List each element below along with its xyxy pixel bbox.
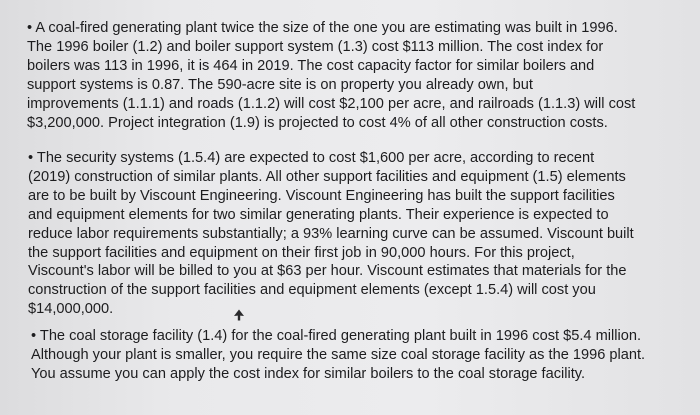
- text-line: construction of the support facilities and equipment elements (except 1.5.4) will cost you: [28, 282, 596, 299]
- text-line: • The security systems (1.5.4) are expected to cost $1,600 per acre, according to recent: [28, 150, 595, 166]
- mouse-pointer-icon: [233, 309, 245, 321]
- paragraph-security-systems: [28, 149, 634, 319]
- text-line: • The coal storage facility (1.4) for the coal-fired generating plant built in 1996 cost $5.4 million.: [31, 328, 642, 344]
- text-line: reduce labor requirements substantially; a 93% learning curve can be assumed. Viscount built: [28, 225, 634, 242]
- text-line: • A coal-fired generating plant twice the size of the one you are estimating was built in 1996.: [27, 20, 618, 36]
- text-line: $3,200,000. Project integration (1.9) is projected to cost 4% of all other construction costs.: [27, 114, 608, 131]
- text-line: the support facilities and equipment on their first job in 90,000 hours. For this project,: [28, 244, 575, 261]
- text-line: are to be built by Viscount Engineering. Viscount Engineering has built the support facilities: [28, 187, 615, 204]
- text-line: You assume you can apply the cost index for similar boilers to the coal storage facility.: [31, 365, 586, 382]
- paragraph-plant-overview: [27, 19, 635, 132]
- text-line: improvements (1.1.1) and roads (1.1.2) will cost $2,100 per acre, and railroads (1.1.3) will cost: [27, 95, 636, 112]
- text-line: (2019) construction of similar plants. All other support facilities and equipment (1.5) elements: [28, 168, 626, 185]
- text-line: $14,000,000.: [28, 301, 114, 318]
- text-line: and equipment elements for two similar generating plants. Their experience is expected to: [28, 206, 609, 223]
- text-line: The 1996 boiler (1.2) and boiler support system (1.3) cost $113 million. The cost index for: [27, 38, 604, 55]
- text-line: boilers was 113 in 1996, it is 464 in 2019. The cost capacity factor for similar boilers and: [27, 57, 595, 74]
- text-line: Viscount's labor will be billed to you at $63 per hour. Viscount estimates that materials for the: [28, 263, 627, 280]
- text-line: support systems is 0.87. The 590-acre site is on property you already own, but: [27, 76, 533, 93]
- text-line: Although your plant is smaller, you require the same size coal storage facility as the 1996 plant.: [31, 346, 646, 363]
- paragraph-coal-storage: [31, 327, 645, 384]
